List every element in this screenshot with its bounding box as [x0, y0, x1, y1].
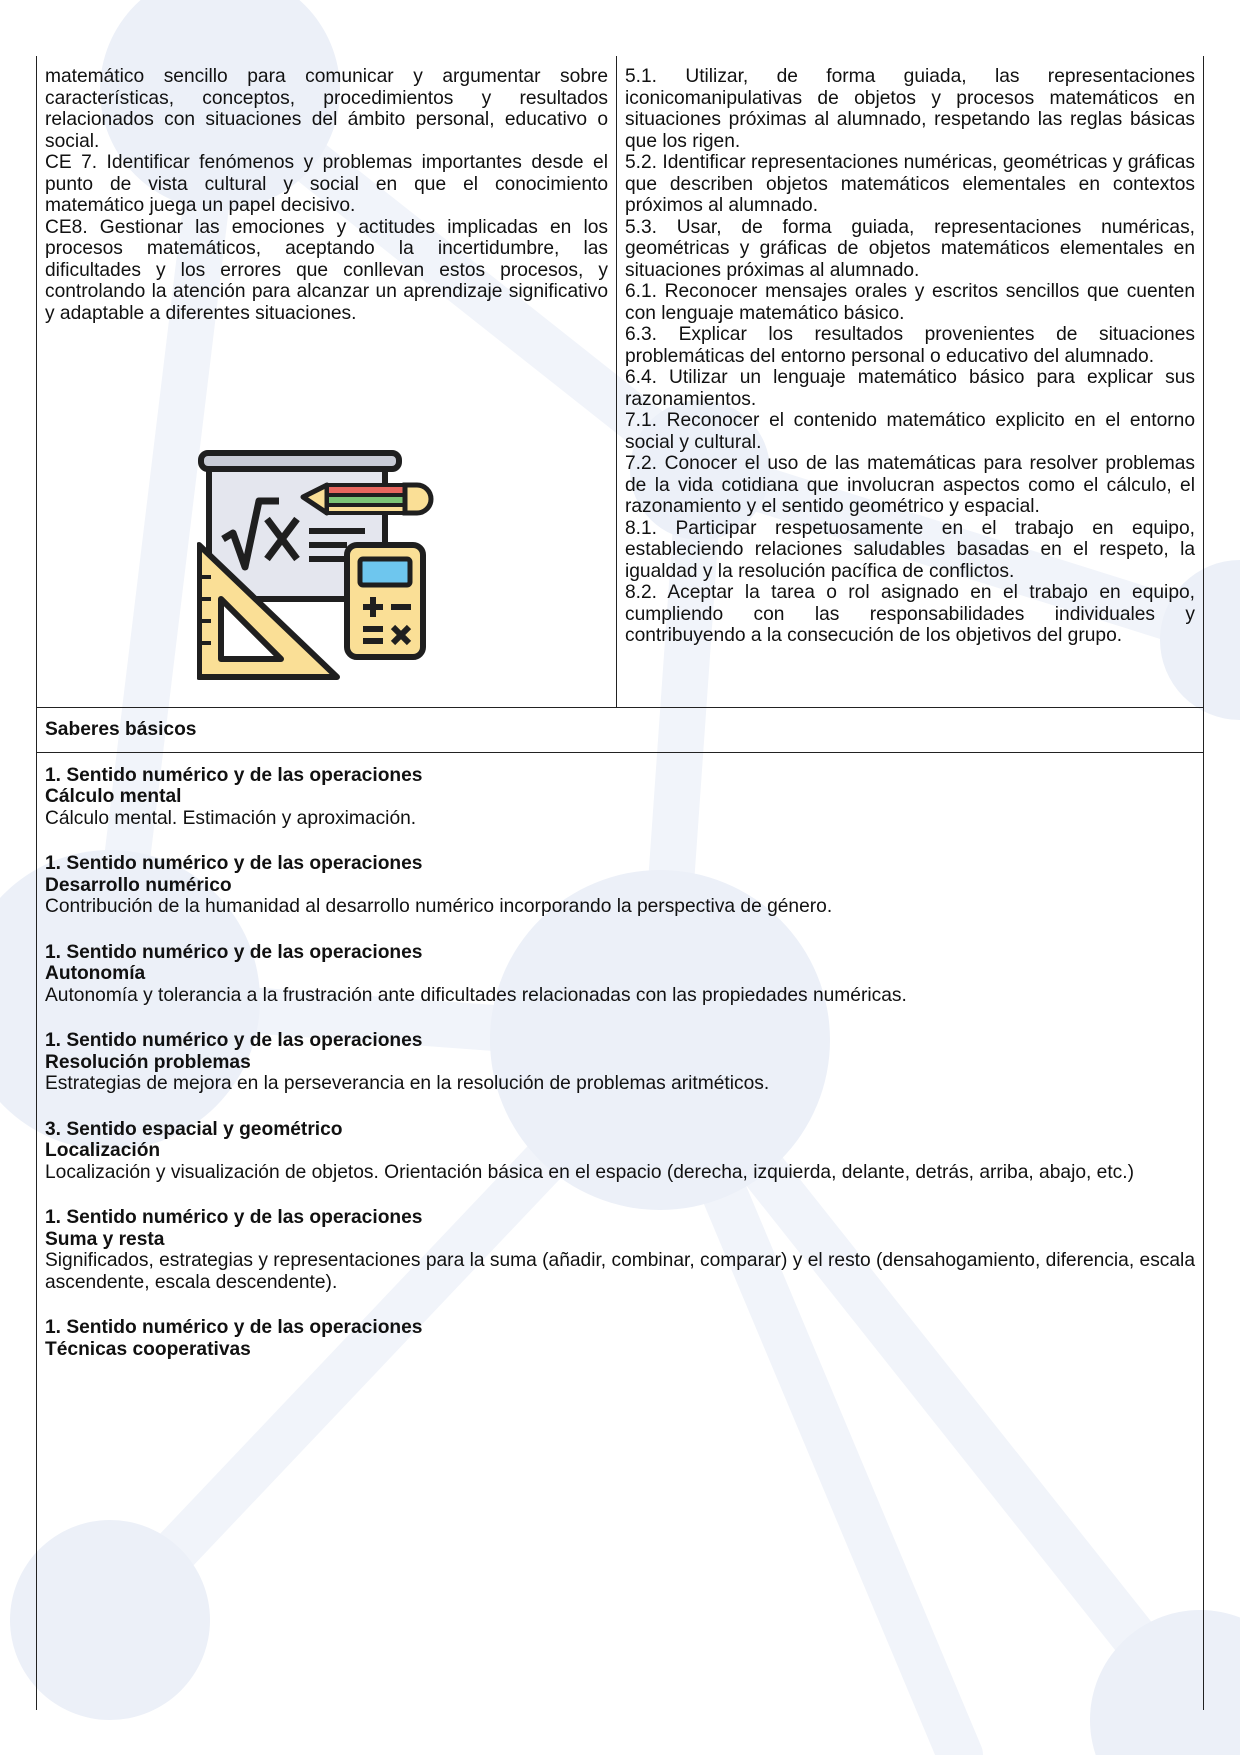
saber-title: Técnicas cooperativas	[45, 1338, 251, 1360]
curriculum-table	[36, 56, 1204, 1710]
criterio-paragraph: 7.1. Reconocer el contenido matemático explicito en el entorno social y cultural.	[625, 410, 1195, 453]
math-board-icon	[197, 449, 457, 703]
competencia-paragraph: CE 7. Identificar fenómenos y problemas importantes desde el punto de vista cultural y social en que el conocimiento matemático juega un papel decisivo.	[45, 152, 608, 216]
saber-title: Desarrollo numérico	[45, 874, 232, 896]
saber-text: Autonomía y tolerancia a la frustración ante dificultades relacionadas con las propiedades numéricas.	[45, 984, 907, 1006]
saber-item	[45, 1207, 1195, 1293]
criterio-paragraph: 5.3. Usar, de forma guiada, representaciones numéricas, geométricas y gráficas de objetos matemáticos elementales en situaciones próximas al alumnado.	[625, 216, 1195, 281]
criterio-paragraph: 8.2. Aceptar la tarea o rol asignado en el trabajo en equipo, cumpliendo con las responsabilidades individuales y contribuyendo a la consecución de los objetivos del grupo.	[625, 582, 1195, 646]
saber-group: 1. Sentido numérico y de las operaciones	[45, 1030, 423, 1051]
saber-item	[45, 1317, 1195, 1360]
saber-title: Suma y resta	[45, 1228, 165, 1250]
saber-group: 1. Sentido numérico y de las operaciones	[45, 764, 423, 786]
saber-group: 1. Sentido numérico y de las operaciones	[45, 941, 423, 963]
criterios-column	[616, 56, 1203, 707]
saber-text: Cálculo mental. Estimación y aproximación.	[45, 807, 417, 829]
criterio-paragraph: 8.1. Participar respetuosamente en el trabajo en equipo, estableciendo relaciones saludables basadas en el respeto, la igualdad y la resolución pacífica de conflictos.	[625, 517, 1195, 582]
competencia-paragraph: CE8. Gestionar las emociones y actitudes implicadas en los procesos matemáticos, aceptando la incertidumbre, las dificultades y los errores que conllevan estos procesos, y controlando la atención para alcanzar un aprendizaje significativo y adaptable a diferentes situaciones.	[45, 216, 608, 324]
competencias-column	[37, 56, 616, 707]
saberes-heading: Saberes básicos	[36, 707, 1204, 752]
saber-title: Resolución problemas	[45, 1051, 251, 1073]
saber-title: Localización	[45, 1140, 161, 1161]
criteria-row	[36, 56, 1204, 707]
saber-text: Estrategias de mejora en la perseverancia en la resolución de problemas aritméticos.	[45, 1073, 770, 1094]
saber-text: Contribución de la humanidad al desarrollo numérico incorporando la perspectiva de género.	[45, 896, 833, 917]
competencia-paragraph: matemático sencillo para comunicar y argumentar sobre características, conceptos, procedimientos y resultados relacionados con situaciones del ámbito personal, educativo o social.	[45, 66, 608, 152]
saber-item	[45, 1119, 1195, 1184]
criterio-paragraph: 7.2. Conocer el uso de las matemáticas para resolver problemas de la vida cotidiana que involucran aspectos como el cálculo, el razonamiento y el sentido geométrico y espacial.	[625, 453, 1195, 517]
saber-text: Significados, estrategias y representaciones para la suma (añadir, combinar, comparar) y el resto (densahogamiento, diferencia, escala ascendente, escala descendente).	[45, 1250, 1195, 1293]
saber-item	[45, 1030, 1195, 1095]
saber-item	[45, 765, 1195, 830]
criterio-paragraph: 6.3. Explicar los resultados provenientes de situaciones problemáticas del entorno personal o educativo del alumnado.	[625, 324, 1195, 367]
saber-group: 1. Sentido numérico y de las operaciones	[45, 1317, 423, 1338]
saber-item	[45, 942, 1195, 1007]
criterio-paragraph: 6.4. Utilizar un lenguaje matemático básico para explicar sus razonamientos.	[625, 367, 1195, 410]
saberes-list	[36, 752, 1204, 1710]
saber-title: Cálculo mental	[45, 786, 182, 807]
saber-text: Localización y visualización de objetos. Orientación básica en el espacio (derecha, izquierda, delante, detrás, arriba, abajo, etc.)	[45, 1161, 1134, 1183]
criterio-paragraph: 5.1. Utilizar, de forma guiada, las representaciones iconicomanipulativas de objetos y procesos matemáticos en situaciones próximas al alumnado, respetando las reglas básicas que los rigen.	[625, 66, 1195, 152]
saber-group: 3. Sentido espacial y geométrico	[45, 1118, 343, 1140]
criterio-paragraph: 6.1. Reconocer mensajes orales y escritos sencillos que cuenten con lenguaje matemático básico.	[625, 281, 1195, 324]
saber-group: 1. Sentido numérico y de las operaciones	[45, 1207, 423, 1228]
criterio-paragraph: 5.2. Identificar representaciones numéricas, geométricas y gráficas que describen objetos matemáticos elementales en contextos próximos al alumnado.	[625, 152, 1195, 216]
saber-group: 1. Sentido numérico y de las operaciones	[45, 853, 423, 874]
saber-title: Autonomía	[45, 963, 146, 984]
saber-item	[45, 853, 1195, 918]
